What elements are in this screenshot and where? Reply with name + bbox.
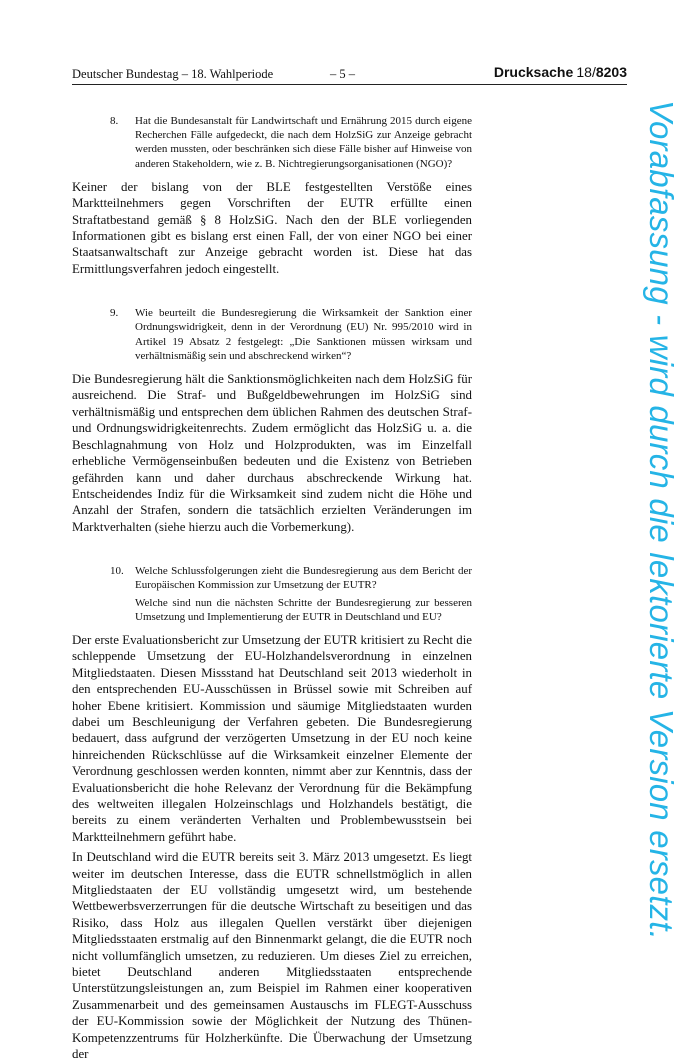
answer-paragraph: Die Bundesregierung hält die Sanktionsmöglichkeiten nach dem HolzSiG für ausreichend. Die Straf- und Bußgeldbewehrungen im HolzSiG sind verhältnismäßig und entsprechen dem üblichen Rahmen des deutschen Straf- und Ordnungswidrigkeitenrechts. Zudem ermöglicht das HolzSiG u. a. die Beschlagnahmung von Holz und Holzprodukten, was im Einzelfall erhebliche Vermögenseinbußen bedeuten und die Existenz von Betrieben gefährden kann und daher durchaus abschreckende Wirkung hat. Entscheidendes Indiz für die Wirksamkeit sind zudem nicht die Höhe und Anzahl der Strafen, sondern die tatsächlich erzielten Veränderungen im Marktverhalten (siehe hierzu auch die Vorbemerkung). [72,372,472,534]
answer [72,371,472,535]
page-header [72,64,627,84]
question-number: 9. [110,307,119,320]
question-text: Hat die Bundesanstalt für Landwirtschaft und Ernährung 2015 durch eigene Recherchen Fälle aufgedeckt, die nach dem HolzSiG zur Anzeige gebracht werden mussten, oder beschränken sich diese Fälle bisher auf Hinweise von anderen Stakeholdern, wie z. B. Nichtregierungsorganisationen (NGO)? [135,115,472,170]
document-number-bold: 8203 [595,64,627,80]
document-number-prefix: 18/ [576,64,596,80]
answer-paragraph: In Deutschland wird die EUTR bereits seit 3. März 2013 umgesetzt. Es liegt weiter im deutschen Interesse, dass die EUTR schnellstmöglich in allen Mitgliedstaaten der EU vollständig umgesetzt wird, um bestehende Wettbewerbsverzerrungen für die deutsche Wirtschaft zu beseitigen und das Risiko, dass Holz aus illegalen Quellen verstärkt über diejenigen Mitgliedsstaaten erstmalig auf den Binnenmarkt gelangt, die die EUTR noch nicht vollumfänglich umsetzen, zu reduzieren. Um dieses Ziel zu erreichen, bietet Deutschland anderen Mitgliedsstaaten entsprechende Unterstützungsleistungen an, zum Beispiel im Rahmen einer kooperativen Zusammenarbeit und des gemeinsamen Austauschs im FLEGT-Ausschuss der EU-Kommission sowie der Möglichkeit der Nutzung des Thünen-Kompetenzzentrums für Holzherkünfte. Die Überwachung der Umsetzung der [72,850,472,1062]
document-label: Drucksache [493,64,574,80]
section-8 [72,114,472,277]
header-rule [72,84,627,85]
question [110,306,472,363]
question [110,114,472,171]
question-number: 8. [110,115,119,127]
answer [72,179,472,277]
question-text: Welche Schlussfolgerungen zieht die Bundesregierung aus dem Bericht der Europäischen Kommission zur Umsetzung der EUTR? [135,565,472,592]
document-number [494,64,627,81]
section-9 [72,306,472,535]
document-body [72,114,472,1063]
page-number: – 5 – [330,67,355,81]
question-followup: Welche sind nun die nächsten Schritte der Bundesregierung zur besseren Umsetzung und Implementierung der EUTR in Deutschland und EU? [135,596,472,623]
answer-paragraph: Der erste Evaluationsbericht zur Umsetzung der EUTR kritisiert zu Recht die schleppende Umsetzung der EU-Holzhandelsverordnung in einzelnen Mitgliedstaaten. Diesen Missstand hat Deutschland seit 2013 wiederholt in den entsprechenden EU-Ausschüssen in Brüssel sowie mit Schreiben auf hoher Ebene kritisiert. Kommission und säumige Mitgliedstaaten wurden dabei um Beschleunigung der Verfahren gebeten. Die Bundesregierung bedauert, dass aufgrund der verzögerten Umsetzung in der EU noch keine hinreichenden Rückschlüsse auf die Wirksamkeit einzelner Elemente der Verordnung geschlossen werden konnten, nimmt aber zur Kenntnis, dass der Evaluationsbericht die hohe Relevanz der Verordnung für die Bekämpfung des weltweiten illegalen Holzeinschlags und Holzhandels bestätigt, die bereits zu einem veränderten Verhalten und Problembewusstsein bei Marktteilnehmern geführt habe. [72,632,472,844]
question [110,564,472,592]
question-text: Wie beurteilt die Bundesregierung die Wirksamkeit der Sanktion einer Ordnungswidrigkeit, denn in der Verordnung (EU) Nr. 995/2010 wird in Artikel 19 Absatz 2 festgelegt: „Die Sanktionen müssen wirksam und verhältnismäßig sein und abschreckend wirken“? [135,307,472,362]
answer-paragraph: Keiner der bislang von der BLE festgestellten Verstöße eines Marktteilnehmers gegen Vorschriften der EUTR erfüllte einen Straftatbestand gemäß § 8 HolzSiG. Nach den der BLE vorliegenden Informationen gibt es bislang erst einen Fall, der von einer NGO bei einer Staatsanwaltschaft zur Anzeige gebracht worden ist. Diese hat das Ermittlungsverfahren jedoch eingestellt. [72,179,472,276]
answer [72,632,472,1063]
preliminary-version-watermark [642,100,682,941]
question-number: 10. [110,565,124,578]
header-parliament: Deutscher Bundestag – 18. Wahlperiode [72,67,274,81]
section-10 [72,564,472,1062]
watermark-text: Vorabfassung - wird durch die lektorierte Version ersetzt. [643,100,680,941]
